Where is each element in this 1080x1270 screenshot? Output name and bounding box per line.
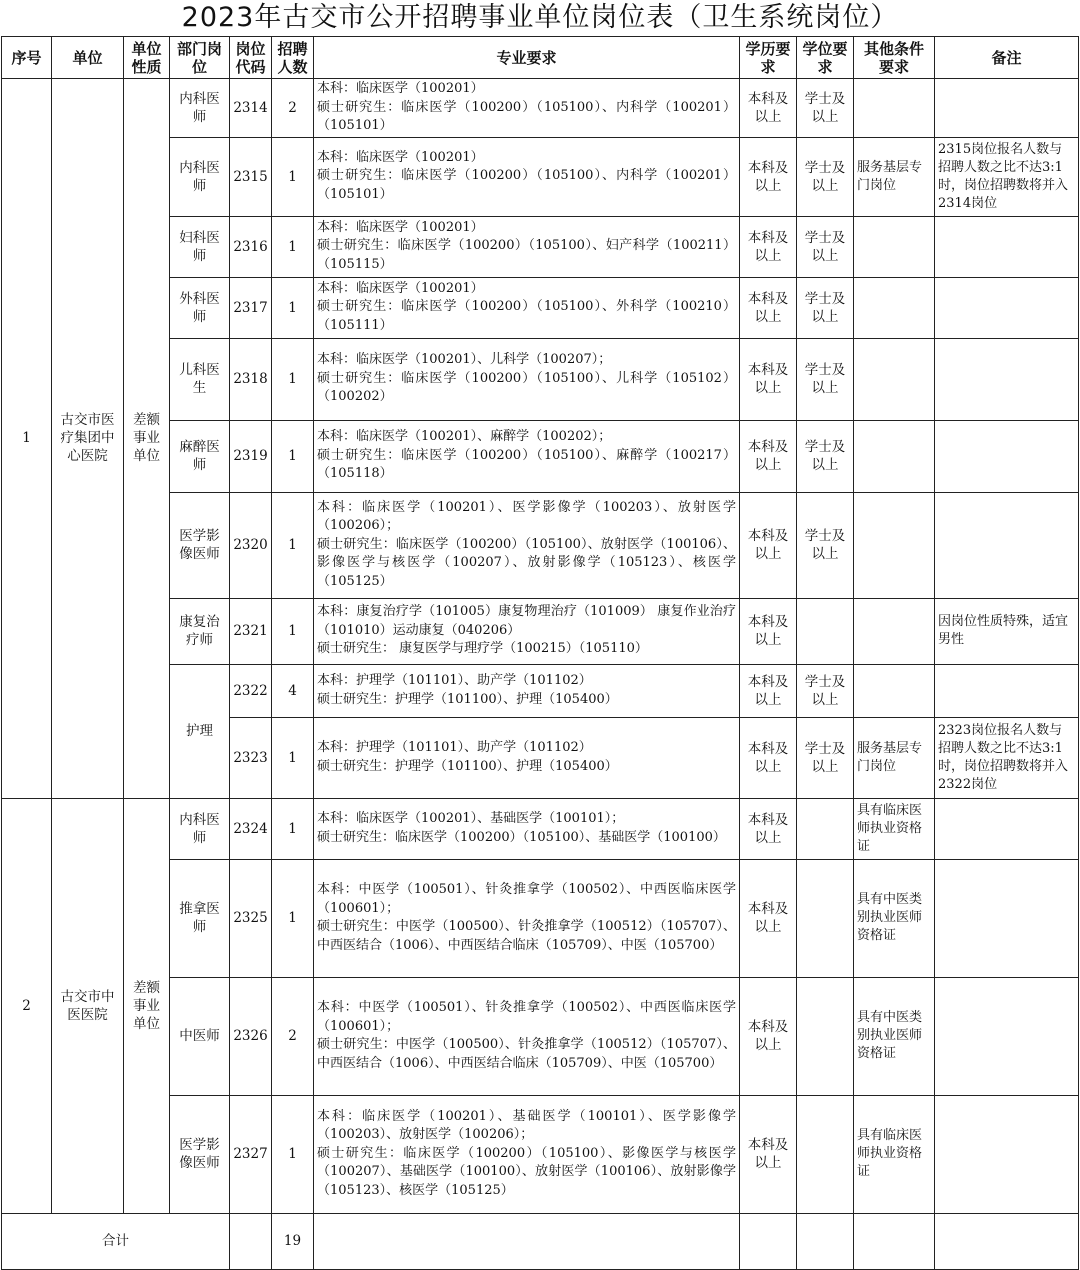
post-cell: 护理 — [170, 664, 230, 798]
major-line: 硕士研究生： 康复医学与理疗学（100215）（105110） — [317, 641, 648, 657]
seq-cell: 2 — [2, 798, 52, 1213]
count-cell: 4 — [272, 664, 314, 717]
major-line: 本科：临床医学（100201）、医学影像学（100203）、放射医学（100206）； — [317, 499, 736, 534]
header-count: 招聘人数 — [272, 37, 314, 79]
post-code-cell: 2318 — [230, 338, 272, 420]
major-line: 本科：临床医学（100201）、儿科学（100207）； — [317, 352, 612, 368]
other-cell — [854, 598, 935, 664]
major-cell — [314, 717, 740, 798]
post-code-cell: 2315 — [230, 137, 272, 216]
major-line: 硕士研究生：临床医学（100200）（105100）、内科学（100201）（105101） — [317, 168, 736, 202]
other-cell — [854, 664, 935, 717]
edu-cell: 本科及以上 — [740, 277, 797, 338]
header-remark: 备注 — [935, 37, 1079, 79]
remark-cell — [935, 79, 1079, 138]
remark-cell — [935, 1095, 1079, 1213]
edu-cell: 本科及以上 — [740, 717, 797, 798]
post-code-cell: 2325 — [230, 859, 272, 977]
major-line: 硕士研究生：临床医学（100200）（105100）、放射医学（100106）、影像医学与核医学（100207）、放射影像学（105123）、核医学（105125） — [317, 536, 736, 589]
edu-cell: 本科及以上 — [740, 338, 797, 420]
major-line: 硕士研究生：中医学（100500）、针灸推拿学（100512）（105707）、中西医结合（1006）、中西医结合临床（105709）、中医（105700） — [317, 919, 736, 953]
major-cell — [314, 798, 740, 859]
unit-type-cell: 差额事业单位 — [124, 79, 170, 799]
post-cell: 儿科医生 — [170, 338, 230, 420]
other-cell: 服务基层专门岗位 — [854, 137, 935, 216]
other-cell: 具有中医类别执业医师资格证 — [854, 977, 935, 1095]
major-line: 硕士研究生：临床医学（100200）（105100）、内科学（100201）（105101） — [317, 99, 736, 133]
major-line: 本科：临床医学（100201） — [317, 149, 484, 165]
header-other: 其他条件要求 — [854, 37, 935, 79]
degree-cell: 学士及以上 — [797, 79, 854, 138]
major-line: 硕士研究生：临床医学（100200）（105100）、影像医学与核医学（100207）、基础医学（100100）、放射医学（100106）、放射影像学（105123）、核医学（105125） — [317, 1145, 736, 1198]
major-line: 本科：临床医学（100201）、麻醉学（100202）； — [317, 429, 612, 445]
edu-cell: 本科及以上 — [740, 598, 797, 664]
major-line: 本科：康复治疗学（101005）康复物理治疗（101009） 康复作业治疗（101010）运动康复（040206） — [317, 604, 736, 638]
major-line: 硕士研究生：临床医学（100200）（105100）、外科学（100210）（105111） — [317, 299, 736, 333]
degree-cell — [797, 1095, 854, 1213]
remark-cell — [935, 338, 1079, 420]
count-cell: 2 — [272, 79, 314, 138]
header-unit: 单位 — [52, 37, 124, 79]
major-cell — [314, 977, 740, 1095]
degree-cell: 学士及以上 — [797, 420, 854, 492]
count-cell: 1 — [272, 598, 314, 664]
header-edu: 学历要求 — [740, 37, 797, 79]
other-cell: 具有中医类别执业医师资格证 — [854, 859, 935, 977]
remark-cell — [935, 492, 1079, 598]
total-code-empty — [230, 1213, 272, 1269]
remark-cell — [935, 859, 1079, 977]
count-cell: 1 — [272, 338, 314, 420]
unit-type-cell: 差额事业单位 — [124, 798, 170, 1213]
major-cell — [314, 420, 740, 492]
degree-cell: 学士及以上 — [797, 137, 854, 216]
edu-cell: 本科及以上 — [740, 137, 797, 216]
major-cell — [314, 277, 740, 338]
remark-cell — [935, 277, 1079, 338]
remark-cell — [935, 664, 1079, 717]
count-cell: 1 — [272, 859, 314, 977]
major-line: 本科：护理学（101101）、助产学（101102） — [317, 673, 592, 688]
major-line: 本科：临床医学（100201）、基础医学（100101）、医学影像学（100203）、放射医学（100206）； — [317, 1108, 736, 1143]
post-code-cell: 2323 — [230, 717, 272, 798]
other-cell — [854, 79, 935, 138]
page-title: 2023年古交市公开招聘事业单位岗位表（卫生系统岗位） — [181, 2, 899, 33]
header-major: 专业要求 — [314, 37, 740, 79]
total-row — [2, 1213, 1079, 1269]
post-cell: 医学影像医师 — [170, 492, 230, 598]
major-line: 本科：中医学（100501）、针灸推拿学（100502）、中西医临床医学（100601）； — [317, 1000, 736, 1034]
unit-cell: 古交市医疗集团中心医院 — [52, 79, 124, 799]
post-cell: 内科医师 — [170, 137, 230, 216]
total-empty-cell — [935, 1213, 1079, 1269]
major-line: 硕士研究生：临床医学（100200）（105100）、儿科学（105102）（100202） — [317, 370, 736, 405]
degree-cell: 学士及以上 — [797, 216, 854, 277]
post-cell: 麻醉医师 — [170, 420, 230, 492]
post-code-cell: 2320 — [230, 492, 272, 598]
edu-cell: 本科及以上 — [740, 216, 797, 277]
major-cell — [314, 1095, 740, 1213]
major-line: 硕士研究生：临床医学（100200）（105100）、妇产科学（100211）（105115） — [317, 238, 736, 272]
post-code-cell: 2324 — [230, 798, 272, 859]
other-cell — [854, 277, 935, 338]
major-line: 本科：临床医学（100201） — [317, 219, 484, 235]
count-cell: 1 — [272, 717, 314, 798]
header-seq: 序号 — [2, 37, 52, 79]
post-code-cell: 2317 — [230, 277, 272, 338]
total-empty-cell — [797, 1213, 854, 1269]
total-empty-cell — [740, 1213, 797, 1269]
remark-cell — [935, 420, 1079, 492]
post-code-cell: 2319 — [230, 420, 272, 492]
other-cell: 具有临床医师执业资格证 — [854, 1095, 935, 1213]
remark-cell — [935, 216, 1079, 277]
edu-cell: 本科及以上 — [740, 977, 797, 1095]
count-cell: 1 — [272, 216, 314, 277]
other-cell — [854, 420, 935, 492]
major-cell — [314, 598, 740, 664]
post-cell: 内科医师 — [170, 79, 230, 138]
edu-cell: 本科及以上 — [740, 859, 797, 977]
header-degree: 学位要求 — [797, 37, 854, 79]
table-row — [2, 798, 1079, 859]
major-line: 本科：中医学（100501）、针灸推拿学（100502）、中西医临床医学（100601）； — [317, 882, 736, 916]
degree-cell: 学士及以上 — [797, 338, 854, 420]
post-code-cell: 2321 — [230, 598, 272, 664]
count-cell: 2 — [272, 977, 314, 1095]
major-line: 硕士研究生：临床医学（100200）（105100）、基础医学（100100） — [317, 829, 726, 845]
post-cell: 中医师 — [170, 977, 230, 1095]
post-code-cell: 2314 — [230, 79, 272, 138]
major-cell — [314, 79, 740, 138]
other-cell — [854, 338, 935, 420]
post-cell: 外科医师 — [170, 277, 230, 338]
degree-cell: 学士及以上 — [797, 277, 854, 338]
total-empty-cell — [854, 1213, 935, 1269]
edu-cell: 本科及以上 — [740, 79, 797, 138]
remark-cell — [935, 798, 1079, 859]
count-cell: 1 — [272, 277, 314, 338]
unit-cell: 古交市中医医院 — [52, 798, 124, 1213]
remark-cell: 因岗位性质特殊，适宜男性 — [935, 598, 1079, 664]
edu-cell: 本科及以上 — [740, 1095, 797, 1213]
major-cell — [314, 137, 740, 216]
edu-cell: 本科及以上 — [740, 492, 797, 598]
post-cell: 康复治疗师 — [170, 598, 230, 664]
remark-cell: 2323岗位报名人数与招聘人数之比不达3:1时，岗位招聘数将并入2322岗位 — [935, 717, 1079, 798]
remark-cell: 2315岗位报名人数与招聘人数之比不达3:1时，岗位招聘数将并入2314岗位 — [935, 137, 1079, 216]
major-line: 硕士研究生：中医学（100500）、针灸推拿学（100512）（105707）、中西医结合（1006）、中西医结合临床（105709）、中医（105700） — [317, 1037, 736, 1071]
degree-cell — [797, 598, 854, 664]
edu-cell: 本科及以上 — [740, 798, 797, 859]
major-line: 本科：临床医学（100201） — [317, 280, 484, 296]
remark-cell — [935, 977, 1079, 1095]
header-unit-type: 单位性质 — [124, 37, 170, 79]
other-cell — [854, 492, 935, 598]
major-cell — [314, 338, 740, 420]
major-line: 本科：临床医学（100201） — [317, 81, 484, 96]
major-cell — [314, 859, 740, 977]
total-count: 19 — [272, 1213, 314, 1269]
post-cell: 妇科医师 — [170, 216, 230, 277]
other-cell: 服务基层专门岗位 — [854, 717, 935, 798]
header-post-code: 岗位代码 — [230, 37, 272, 79]
major-line: 硕士研究生：护理学（101100）、护理（105400） — [317, 691, 618, 707]
degree-cell — [797, 798, 854, 859]
post-code-cell: 2322 — [230, 664, 272, 717]
total-label: 合计 — [2, 1213, 230, 1269]
post-code-cell: 2326 — [230, 977, 272, 1095]
count-cell: 1 — [272, 420, 314, 492]
degree-cell: 学士及以上 — [797, 492, 854, 598]
degree-cell: 学士及以上 — [797, 664, 854, 717]
count-cell: 1 — [272, 137, 314, 216]
post-cell: 推拿医师 — [170, 859, 230, 977]
degree-cell — [797, 859, 854, 977]
total-empty-cell — [314, 1213, 740, 1269]
post-cell: 医学影像医师 — [170, 1095, 230, 1213]
other-cell — [854, 216, 935, 277]
recruitment-table — [1, 36, 1079, 1270]
post-code-cell: 2316 — [230, 216, 272, 277]
count-cell: 1 — [272, 492, 314, 598]
major-line: 硕士研究生：临床医学（100200）（105100）、麻醉学（100217）（105118） — [317, 447, 736, 482]
seq-cell: 1 — [2, 79, 52, 799]
header-dept-post: 部门岗位 — [170, 37, 230, 79]
degree-cell: 学士及以上 — [797, 717, 854, 798]
major-cell — [314, 664, 740, 717]
post-code-cell: 2327 — [230, 1095, 272, 1213]
count-cell: 1 — [272, 798, 314, 859]
count-cell: 1 — [272, 1095, 314, 1213]
header-row — [2, 37, 1079, 79]
post-cell: 内科医师 — [170, 798, 230, 859]
major-line: 本科：护理学（101101）、助产学（101102） — [317, 740, 592, 755]
major-line: 硕士研究生：护理学（101100）、护理（105400） — [317, 758, 618, 774]
degree-cell — [797, 977, 854, 1095]
major-cell — [314, 492, 740, 598]
major-cell — [314, 216, 740, 277]
edu-cell: 本科及以上 — [740, 420, 797, 492]
other-cell: 具有临床医师执业资格证 — [854, 798, 935, 859]
major-line: 本科：临床医学（100201）、基础医学（100101）； — [317, 811, 625, 826]
table-row — [2, 79, 1079, 138]
edu-cell: 本科及以上 — [740, 664, 797, 717]
